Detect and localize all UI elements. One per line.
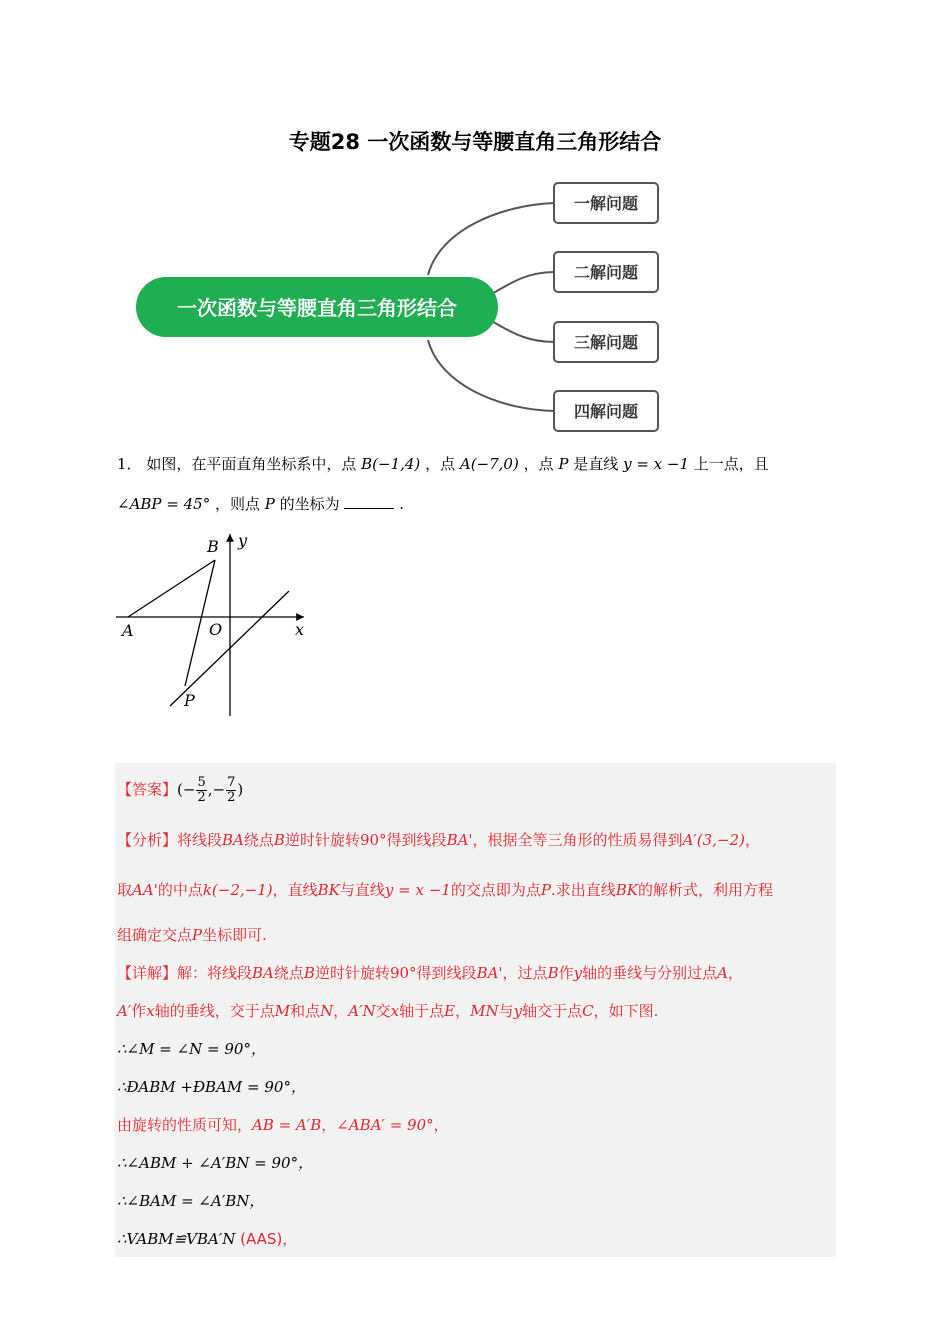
detail-line-1: 【详解】解：将线段BA绕点B逆时针旋转90°得到线段BA'，过点B作y轴的垂线与分别过点A， xyxy=(117,964,743,982)
fraction: $\frac{5}{2}$ xyxy=(197,775,206,805)
detail-tag: 【详解】 xyxy=(117,964,178,982)
question-text: 是直线 xyxy=(573,455,619,473)
label-y: y xyxy=(238,531,248,550)
branch-connector-2 xyxy=(490,272,555,295)
label-a: A xyxy=(122,621,134,640)
detail-line-2: A′作x轴的垂线，交于点M和点N，A′N交x轴于点E，MN与y轴交于点C，如下图. xyxy=(117,1002,659,1020)
mind-map-branch-2 xyxy=(554,252,658,292)
label-x: x xyxy=(295,620,305,639)
question-number: 1． xyxy=(117,455,142,473)
point-a: A(−7,0) xyxy=(459,455,519,473)
question-text: ，点 xyxy=(425,455,456,473)
step-5: ∴∠BAM = ∠A′BN， xyxy=(117,1192,265,1210)
fraction: $\frac{7}{2}$ xyxy=(227,775,236,805)
angle-condition: ∠ABP = 45° xyxy=(117,495,211,513)
analysis-line-3: 组确定交点P坐标即可. xyxy=(117,926,267,944)
mind-map-branch-label: 二解问题 xyxy=(573,263,639,282)
mind-map-branch-3 xyxy=(554,322,658,362)
mind-map-branch-label: 四解问题 xyxy=(573,402,639,421)
branch-connector-4 xyxy=(428,340,555,411)
label-o: O xyxy=(209,620,223,639)
step-3: 由旋转的性质可知，AB = A′B，∠ABA′ = 90°， xyxy=(117,1116,449,1134)
mind-map xyxy=(130,175,670,440)
analysis-line-1: 【分析】将线段BA绕点B逆时针旋转90°得到线段BA'，根据全等三角形的性质易得到A′(3,−2)， xyxy=(117,831,760,849)
mind-map-branch-label: 三解问题 xyxy=(573,333,639,352)
analysis-line-2: 取AA'的中点k(−2,−1)，直线BK与直线y = x −1的交点即为点P.求出直线BK的解析式，利用方程 xyxy=(117,881,773,899)
mind-map-branch-4 xyxy=(554,391,658,431)
segment-ab xyxy=(128,560,215,617)
question-text: 的坐标为 xyxy=(279,495,340,513)
question-1-line-1 xyxy=(117,452,837,476)
question-text: . xyxy=(399,495,405,513)
question-text: ，则点 xyxy=(215,495,261,513)
question-1-line-2 xyxy=(117,492,404,516)
point-p: P xyxy=(558,455,569,473)
branch-connector-3 xyxy=(490,320,555,342)
step-2: ∴ÐABM +ÐBAM = 90°， xyxy=(117,1078,306,1096)
step-1: ∴∠M = ∠N = 90°， xyxy=(117,1040,266,1058)
coordinate-figure xyxy=(112,528,322,723)
analysis-tag: 【分析】 xyxy=(117,831,178,849)
point-b: B(−1,4) xyxy=(361,455,421,473)
answer-blank xyxy=(344,494,394,509)
mind-map-center-label: 一次函数与等腰直角三角形结合 xyxy=(177,296,457,320)
branch-connector-1 xyxy=(428,203,555,275)
label-p: P xyxy=(184,691,195,710)
question-text: 上一点，且 xyxy=(693,455,769,473)
point-p: P xyxy=(264,495,275,513)
page-title: 专题28 一次函数与等腰直角三角形结合 xyxy=(288,130,662,154)
question-text: ，点 xyxy=(523,455,554,473)
step-4: ∴∠ABM + ∠A′BN = 90°， xyxy=(117,1154,314,1172)
line-equation: y = x −1 xyxy=(623,455,689,473)
step-6: ∴VABM≌VBA′N (AAS)， xyxy=(117,1230,298,1248)
mind-map-branch-1 xyxy=(554,183,658,223)
label-b: B xyxy=(207,537,219,556)
answer-tag: 【答案】 xyxy=(117,780,178,799)
question-text: 如图，在平面直角坐标系中，点 xyxy=(146,455,357,473)
answer-line: 【答案】(− $\frac{5}{2}$ ,− $\frac{7}{2}$ ) xyxy=(117,775,244,805)
mind-map-branch-label: 一解问题 xyxy=(573,194,639,213)
